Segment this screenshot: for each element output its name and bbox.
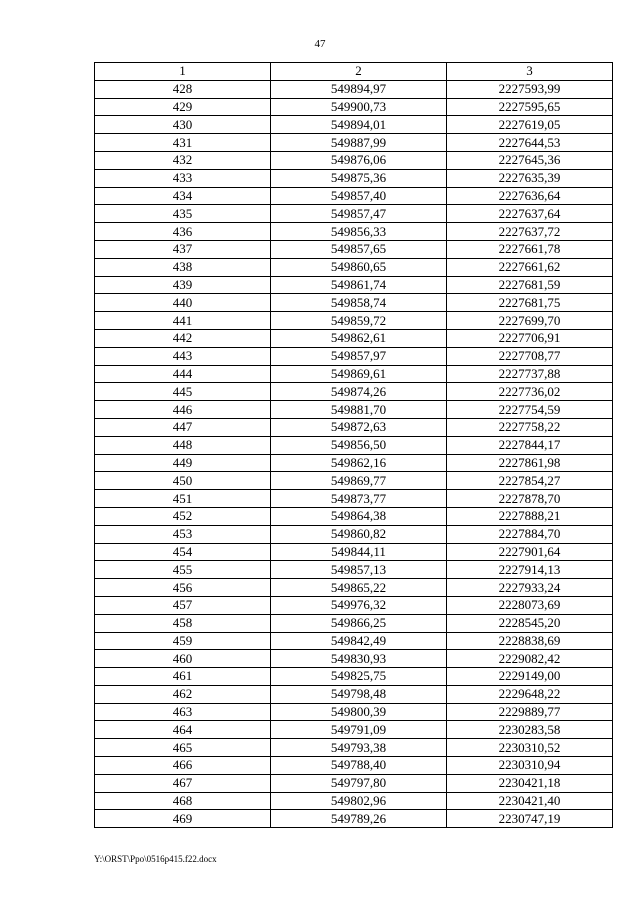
table-row [95,98,613,116]
table-row [95,205,613,223]
table-cell-col-2: 549793,38 [271,739,447,757]
table-cell-col-2: 549861,74 [271,276,447,294]
table-row [95,418,613,436]
table-cell-col-3: 2227699,70 [447,312,613,330]
table-cell-col-3: 2227635,39 [447,169,613,187]
table-cell-col-2: 549844,11 [271,543,447,561]
table-cell-col-1: 433 [95,169,271,187]
table-cell-col-2: 549798,48 [271,685,447,703]
table-row [95,276,613,294]
table-header-row [95,63,613,81]
table-cell-col-2: 549788,40 [271,757,447,775]
table-cell-col-3: 2227758,22 [447,418,613,436]
table-cell-col-2: 549857,97 [271,347,447,365]
table-cell-col-1: 442 [95,329,271,347]
table-cell-col-2: 549876,06 [271,151,447,169]
table-cell-col-1: 438 [95,258,271,276]
table-cell-col-3: 2227706,91 [447,329,613,347]
table-cell-col-3: 2227708,77 [447,347,613,365]
table-cell-col-2: 549874,26 [271,383,447,401]
table-cell-col-2: 549842,49 [271,632,447,650]
table-cell-col-2: 549791,09 [271,721,447,739]
table-cell-col-3: 2227593,99 [447,80,613,98]
table-cell-col-3: 2230747,19 [447,810,613,828]
table-row [95,614,613,632]
table-cell-col-1: 448 [95,436,271,454]
table-cell-col-3: 2228838,69 [447,632,613,650]
table-row [95,436,613,454]
table-cell-col-1: 452 [95,507,271,525]
table-row [95,454,613,472]
table-row [95,739,613,757]
table-cell-col-3: 2227737,88 [447,365,613,383]
table-cell-col-1: 437 [95,240,271,258]
table-cell-col-1: 461 [95,668,271,686]
table-row [95,579,613,597]
table-row [95,472,613,490]
table-cell-col-1: 449 [95,454,271,472]
table-cell-col-2: 549875,36 [271,169,447,187]
table-cell-col-1: 435 [95,205,271,223]
table-cell-col-3: 2230421,18 [447,774,613,792]
table-cell-col-2: 549802,96 [271,792,447,810]
table-cell-col-3: 2227901,64 [447,543,613,561]
table-cell-col-3: 2227645,36 [447,151,613,169]
table-row [95,347,613,365]
table-row [95,668,613,686]
table-cell-col-2: 549887,99 [271,134,447,152]
table-cell-col-1: 430 [95,116,271,134]
table-row [95,792,613,810]
table-row [95,650,613,668]
table-cell-col-1: 436 [95,223,271,241]
table-cell-col-1: 443 [95,347,271,365]
table-cell-col-2: 549856,50 [271,436,447,454]
table-cell-col-1: 451 [95,490,271,508]
table-cell-col-3: 2227637,64 [447,205,613,223]
table-cell-col-1: 446 [95,401,271,419]
table-row [95,810,613,828]
table-row [95,187,613,205]
table-cell-col-2: 549860,82 [271,525,447,543]
table-cell-col-1: 453 [95,525,271,543]
table-cell-col-1: 458 [95,614,271,632]
table-cell-col-1: 432 [95,151,271,169]
table-cell-col-3: 2227637,72 [447,223,613,241]
table-row [95,685,613,703]
table-cell-col-2: 549881,70 [271,401,447,419]
table-row [95,134,613,152]
page-number: 47 [314,38,326,50]
table-cell-col-3: 2230310,94 [447,757,613,775]
table-cell-col-3: 2229889,77 [447,703,613,721]
table-row [95,329,613,347]
column-header-2: 2 [271,63,447,81]
table-header [95,63,613,81]
table-cell-col-3: 2227661,62 [447,258,613,276]
table-cell-col-3: 2227681,59 [447,276,613,294]
table-cell-col-1: 456 [95,579,271,597]
table-cell-col-2: 549869,61 [271,365,447,383]
table-cell-col-2: 549869,77 [271,472,447,490]
table-row [95,80,613,98]
table-cell-col-1: 428 [95,80,271,98]
table-cell-col-3: 2227878,70 [447,490,613,508]
table-cell-col-2: 549830,93 [271,650,447,668]
table-cell-col-2: 549857,65 [271,240,447,258]
table-cell-col-3: 2228073,69 [447,596,613,614]
table-cell-col-1: 441 [95,312,271,330]
table-row [95,490,613,508]
table-row [95,383,613,401]
table-cell-col-3: 2230283,58 [447,721,613,739]
table-cell-col-3: 2227595,65 [447,98,613,116]
table-cell-col-1: 469 [95,810,271,828]
table-cell-col-3: 2227861,98 [447,454,613,472]
table-row [95,632,613,650]
table-cell-col-2: 549872,63 [271,418,447,436]
table-cell-col-3: 2227754,59 [447,401,613,419]
table-cell-col-3: 2230421,40 [447,792,613,810]
table-row [95,525,613,543]
table-row [95,169,613,187]
table-cell-col-3: 2230310,52 [447,739,613,757]
table-body [95,80,613,827]
table-cell-col-2: 549864,38 [271,507,447,525]
table-cell-col-2: 549873,77 [271,490,447,508]
table-cell-col-1: 457 [95,596,271,614]
table-cell-col-1: 444 [95,365,271,383]
table-cell-col-1: 465 [95,739,271,757]
table-row [95,721,613,739]
table-cell-col-2: 549858,74 [271,294,447,312]
table-cell-col-2: 549857,13 [271,561,447,579]
table-cell-col-1: 440 [95,294,271,312]
column-header-3: 3 [447,63,613,81]
table-cell-col-2: 549976,32 [271,596,447,614]
table-cell-col-1: 462 [95,685,271,703]
table-row [95,757,613,775]
table-cell-col-3: 2227884,70 [447,525,613,543]
table-row [95,223,613,241]
table-row [95,561,613,579]
table-cell-col-1: 463 [95,703,271,721]
footer-file-path: Y:\ORST\Ppo\0516p415.f22.docx [94,854,217,864]
table-cell-col-2: 549857,47 [271,205,447,223]
table-cell-col-3: 2227888,21 [447,507,613,525]
table-cell-col-1: 434 [95,187,271,205]
table-cell-col-2: 549894,97 [271,80,447,98]
table-cell-col-3: 2229149,00 [447,668,613,686]
table-cell-col-2: 549789,26 [271,810,447,828]
table-cell-col-1: 447 [95,418,271,436]
table-cell-col-2: 549857,40 [271,187,447,205]
table-row [95,774,613,792]
table-cell-col-1: 455 [95,561,271,579]
table-cell-col-3: 2227644,53 [447,134,613,152]
table-cell-col-3: 2229648,22 [447,685,613,703]
table-row [95,151,613,169]
table-row [95,543,613,561]
table-cell-col-3: 2227914,13 [447,561,613,579]
table-cell-col-2: 549856,33 [271,223,447,241]
table-cell-col-1: 466 [95,757,271,775]
coordinates-table [94,62,613,828]
table-cell-col-1: 468 [95,792,271,810]
table-cell-col-1: 450 [95,472,271,490]
column-header-1: 1 [95,63,271,81]
table-cell-col-2: 549860,65 [271,258,447,276]
table-cell-col-2: 549859,72 [271,312,447,330]
table-row [95,365,613,383]
table-row [95,240,613,258]
table-cell-col-1: 454 [95,543,271,561]
table-cell-col-3: 2227854,27 [447,472,613,490]
table-cell-col-1: 464 [95,721,271,739]
table-row [95,596,613,614]
table-cell-col-3: 2227636,64 [447,187,613,205]
table-cell-col-2: 549866,25 [271,614,447,632]
table-cell-col-1: 445 [95,383,271,401]
table-cell-col-2: 549865,22 [271,579,447,597]
table-cell-col-2: 549825,75 [271,668,447,686]
table-row [95,258,613,276]
table-row [95,116,613,134]
table-row [95,294,613,312]
table-cell-col-3: 2227844,17 [447,436,613,454]
table-cell-col-3: 2227681,75 [447,294,613,312]
table-cell-col-1: 439 [95,276,271,294]
table-cell-col-3: 2227933,24 [447,579,613,597]
table-cell-col-3: 2229082,42 [447,650,613,668]
table-cell-col-1: 459 [95,632,271,650]
table-cell-col-2: 549797,80 [271,774,447,792]
table-cell-col-2: 549800,39 [271,703,447,721]
table-cell-col-3: 2227619,05 [447,116,613,134]
table-cell-col-1: 460 [95,650,271,668]
table-cell-col-1: 429 [95,98,271,116]
table-cell-col-1: 467 [95,774,271,792]
table-cell-col-3: 2227736,02 [447,383,613,401]
table-cell-col-3: 2227661,78 [447,240,613,258]
table-row [95,703,613,721]
table-row [95,401,613,419]
table-cell-col-2: 549862,61 [271,329,447,347]
table-row [95,507,613,525]
table-cell-col-2: 549862,16 [271,454,447,472]
table-cell-col-1: 431 [95,134,271,152]
table-cell-col-2: 549900,73 [271,98,447,116]
table-cell-col-3: 2228545,20 [447,614,613,632]
table-cell-col-2: 549894,01 [271,116,447,134]
table-row [95,312,613,330]
